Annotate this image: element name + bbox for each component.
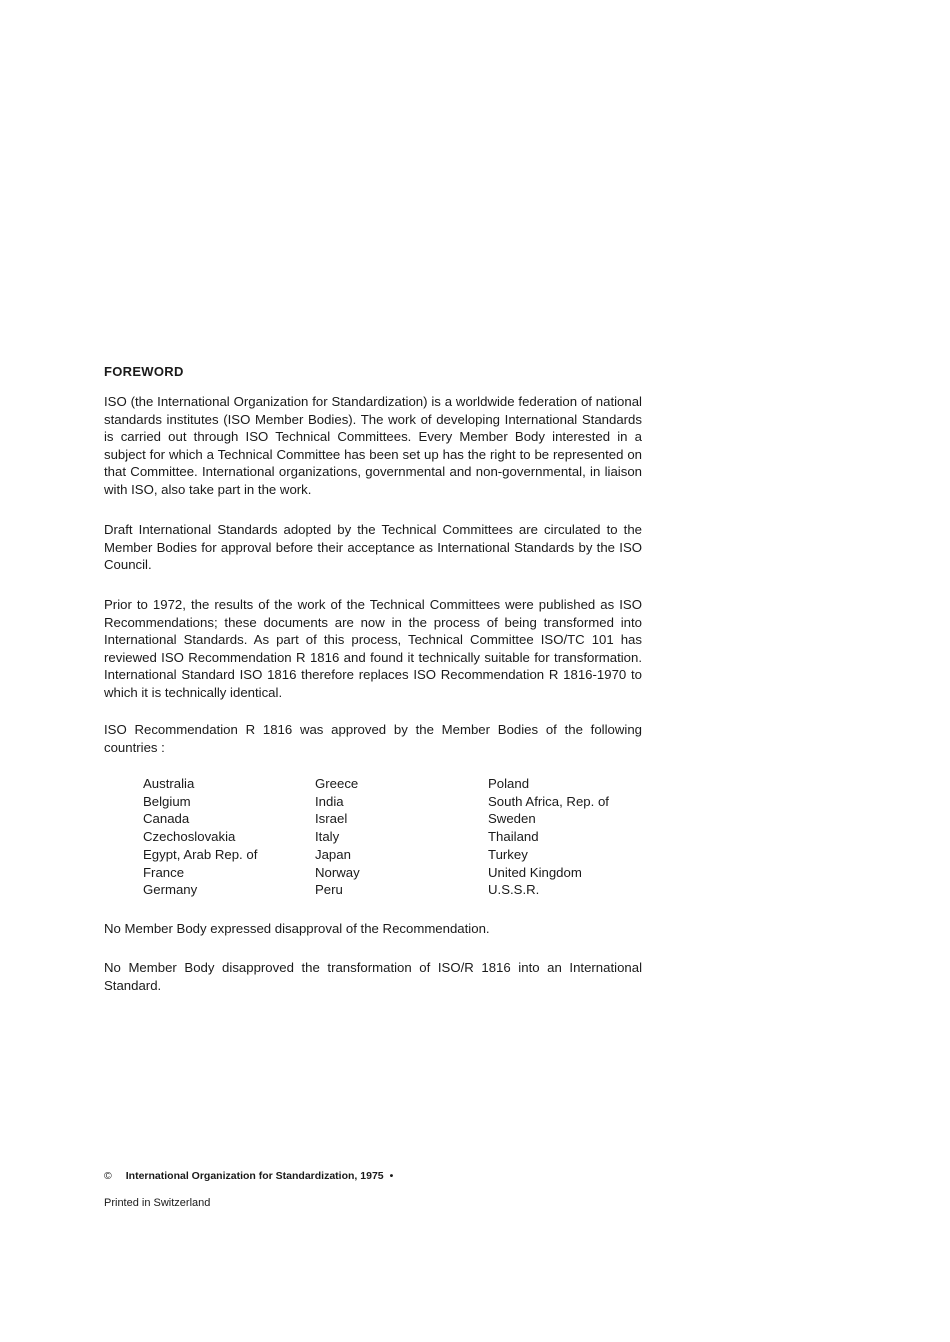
bullet-icon: •	[389, 1170, 394, 1182]
country-item: Sweden	[488, 811, 536, 827]
paragraph-no-disapproval: No Member Body expressed disapproval of the Recommendation.	[104, 921, 490, 936]
country-item: Canada	[143, 811, 190, 827]
country-item: Australia	[143, 776, 195, 791]
paragraph-transformation: Prior to 1972, the results of the work of the Technical Committees were published as ISO Recommendations; these documents are now in the process of being transformed into International Standards. As part of this process, Technical Committee ISO/TC 101 has reviewed ISO Recommendation R 1816 and found it technically suitable for transformation. International Standard ISO 1816 therefore replaces ISO Recommendation R 1816-1970 to which it is technically identical.	[104, 597, 642, 700]
copyright-line	[104, 1170, 393, 1182]
copyright-symbol: ©	[104, 1170, 112, 1182]
country-item: Thailand	[488, 829, 539, 845]
country-item: Peru	[315, 882, 343, 898]
country-column-3	[488, 775, 609, 899]
country-item: India	[315, 793, 344, 809]
copyright-text: International Organization for Standardization, 1975	[125, 1170, 384, 1182]
printed-location: Printed in Switzerland	[104, 1197, 211, 1209]
country-item: Israel	[315, 811, 348, 827]
country-column-1	[143, 775, 257, 899]
paragraph-transformation-approval: No Member Body disapproved the transformation of ISO/R 1816 into an International Standard.	[104, 960, 642, 993]
country-item: France	[143, 864, 185, 880]
foreword-heading: FOREWORD	[104, 364, 184, 379]
country-item: Norway	[315, 864, 360, 880]
paragraph-draft-standards: Draft International Standards adopted by the Technical Committees are circulated to the Member Bodies for approval before their acceptance as International Standards by the ISO Council.	[104, 522, 642, 573]
country-item: United Kingdom	[488, 864, 582, 880]
paragraph-approval-intro: ISO Recommendation R 1816 was approved by the Member Bodies of the following countries :	[104, 722, 642, 755]
country-item: U.S.S.R.	[488, 882, 540, 898]
country-item: Germany	[143, 882, 198, 898]
country-item: Japan	[315, 846, 351, 862]
country-item: Czechoslovakia	[143, 829, 236, 845]
paragraph-iso-intro: ISO (the International Organization for Standardization) is a worldwide federation of national standards institutes (ISO Member Bodies). The work of developing International Standards is carried out through ISO Technical Committees. Every Member Body interested in a subject for which a Technical Committee has been set up has the right to be represented on that Committee. International organizations, governmental and non-governmental, in liaison with ISO, also take part in the work.	[104, 394, 642, 497]
country-column-2	[315, 775, 360, 899]
country-item: Poland	[488, 776, 530, 791]
country-item: Italy	[315, 829, 340, 845]
country-item: Egypt, Arab Rep. of	[143, 846, 258, 862]
country-item: Turkey	[488, 846, 528, 862]
country-item: Greece	[315, 776, 359, 791]
country-item: South Africa, Rep. of	[488, 793, 609, 809]
country-item: Belgium	[143, 793, 191, 809]
